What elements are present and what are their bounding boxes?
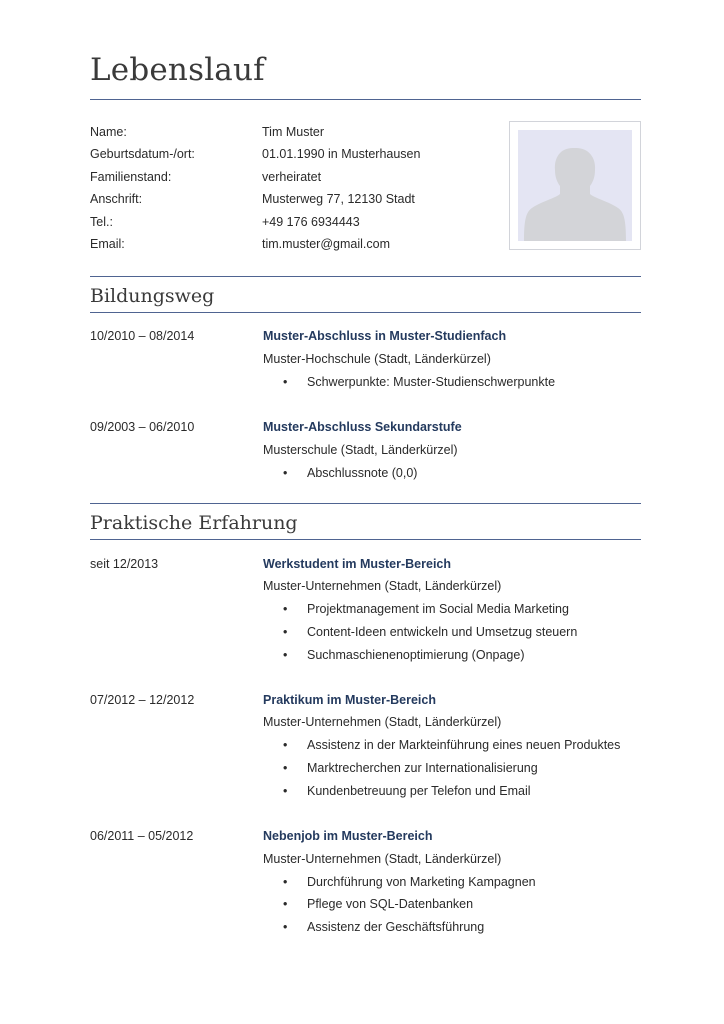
entry-title: Werkstudent im Muster-Bereich [263, 557, 452, 571]
personal-value: verheiratet [262, 170, 322, 184]
personal-label: Name: [90, 125, 127, 139]
entry-institution: Muster-Unternehmen (Stadt, Länderkürzel) [263, 579, 502, 593]
entry-date: 10/2010 – 08/2014 [90, 329, 195, 343]
list-item-text: Schwerpunkte: Muster-Studienschwerpunkte [307, 375, 556, 389]
personal-row-address [90, 192, 490, 212]
bullet-icon: • [283, 920, 288, 934]
title-divider [90, 99, 641, 100]
bullet-icon: • [283, 738, 288, 752]
entry-date: 07/2012 – 12/2012 [90, 693, 195, 707]
entry-title: Praktikum im Muster-Bereich [263, 693, 436, 707]
personal-label: Email: [90, 237, 125, 251]
personal-row-phone [90, 215, 490, 235]
list-item-text: Durchführung von Marketing Kampagnen [307, 875, 536, 889]
entry-institution: Muster-Hochschule (Stadt, Länderkürzel) [263, 352, 491, 366]
bullet-icon: • [283, 602, 288, 616]
list-item-text: Assistenz der Geschäftsführung [307, 920, 485, 934]
list-item-text: Projektmanagement im Social Media Marketing [307, 602, 569, 616]
bullet-icon: • [283, 875, 288, 889]
list-item-text: Kundenbetreuung per Telefon und Email [307, 784, 531, 798]
person-silhouette-icon [518, 130, 632, 241]
personal-row-birth [90, 147, 490, 167]
bullet-icon: • [283, 784, 288, 798]
entry-title: Nebenjob im Muster-Bereich [263, 829, 433, 843]
section-divider [90, 539, 641, 540]
personal-row-email [90, 237, 490, 257]
personal-value: Tim Muster [262, 125, 325, 139]
list-item-text: Marktrecherchen zur Internationalisierung [307, 761, 538, 775]
bullet-icon: • [283, 897, 288, 911]
bullet-icon: • [283, 761, 288, 775]
bullet-icon: • [283, 375, 288, 389]
personal-label: Familienstand: [90, 170, 172, 184]
entry-date: seit 12/2013 [90, 557, 159, 571]
section-title-experience: Praktische Erfahrung [90, 512, 298, 534]
section-divider [90, 312, 641, 313]
entry-institution: Muster-Unternehmen (Stadt, Länderkürzel) [263, 852, 502, 866]
personal-value: Musterweg 77, 12130 Stadt [262, 192, 415, 206]
entry-date: 06/2011 – 05/2012 [90, 829, 194, 843]
entry-institution: Muster-Unternehmen (Stadt, Länderkürzel) [263, 715, 502, 729]
personal-label: Geburtsdatum-/ort: [90, 147, 195, 161]
list-item-text: Abschlussnote (0,0) [307, 466, 418, 480]
photo-placeholder [518, 130, 632, 241]
personal-value: 01.01.1990 in Musterhausen [262, 147, 421, 161]
list-item-text: Suchmaschienenoptimierung (Onpage) [307, 648, 525, 662]
bullet-icon: • [283, 648, 288, 662]
entry-date: 09/2003 – 06/2010 [90, 420, 195, 434]
entry-institution: Musterschule (Stadt, Länderkürzel) [263, 443, 458, 457]
entry-title: Muster-Abschluss Sekundarstufe [263, 420, 462, 434]
personal-row-marital [90, 170, 490, 190]
section-divider [90, 276, 641, 277]
list-item-text: Assistenz in der Markteinführung eines neuen Produktes [307, 738, 621, 752]
bullet-icon: • [283, 625, 288, 639]
profile-photo [509, 121, 641, 250]
page-title: Lebenslauf [90, 52, 265, 88]
section-title-education: Bildungsweg [90, 285, 215, 307]
bullet-icon: • [283, 466, 288, 480]
entry-title: Muster-Abschluss in Muster-Studienfach [263, 329, 507, 343]
section-divider [90, 503, 641, 504]
list-item-text: Content-Ideen entwickeln und Umsetzug steuern [307, 625, 578, 639]
list-item-text: Pflege von SQL-Datenbanken [307, 897, 474, 911]
email-link[interactable]: tim.muster@gmail.com [262, 237, 390, 251]
personal-value: +49 176 6934443 [262, 215, 360, 229]
personal-label: Tel.: [90, 215, 113, 229]
personal-label: Anschrift: [90, 192, 143, 206]
personal-row-name [90, 125, 490, 145]
